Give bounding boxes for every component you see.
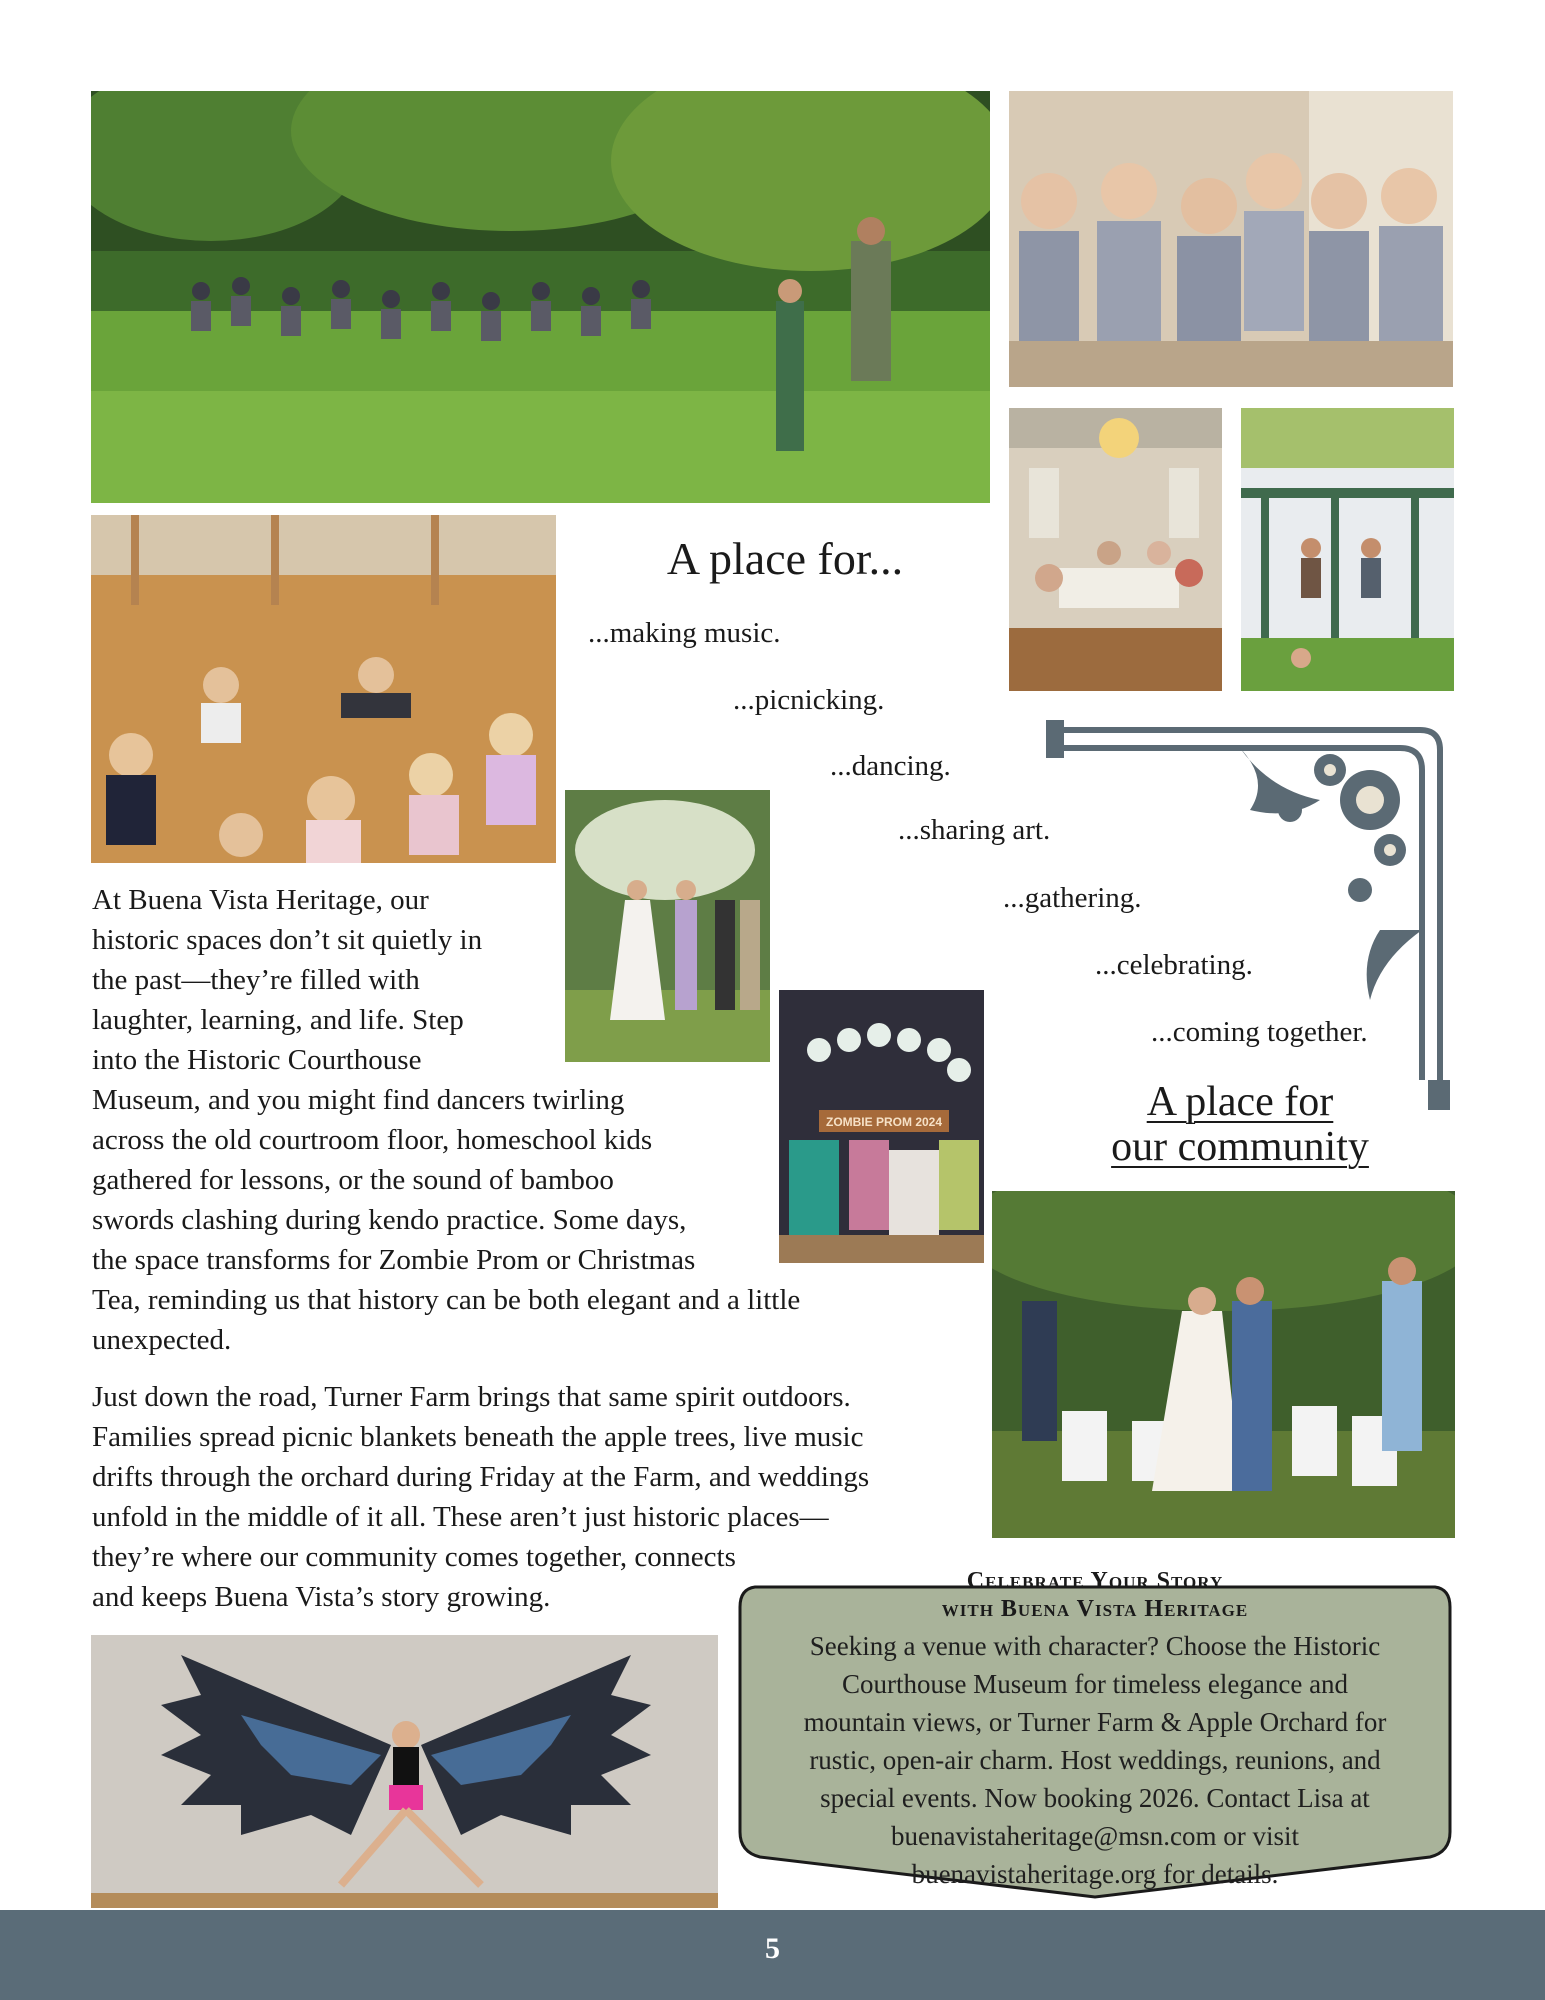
callout-line: rustic, open-air charm. Host weddings, reunions, and bbox=[809, 1745, 1381, 1775]
body-line: swords clashing during kendo practice. Some days, bbox=[92, 1204, 687, 1236]
callout-line: Courthouse Museum for timeless elegance and bbox=[841, 1669, 1349, 1699]
body-line: into the Historic Courthouse bbox=[92, 1044, 422, 1076]
zombie-prom-sign: ZOMBIE PROM 2024 bbox=[825, 1115, 943, 1129]
body-line: gathered for lessons, or the sound of bamboo bbox=[92, 1164, 614, 1196]
callout-heading-line-2: with Buena Vista Heritage bbox=[941, 1596, 1249, 1622]
ornamental-corner bbox=[1040, 700, 1460, 1120]
photo-tea-hall bbox=[1009, 408, 1222, 691]
callout-website[interactable]: buenavistaheritage.org for details. bbox=[911, 1859, 1279, 1889]
tagline-title: A place for... bbox=[666, 533, 904, 584]
phrase-coming-together: ...coming together. bbox=[1151, 1016, 1368, 1048]
phrase-sharing-art: ...sharing art. bbox=[898, 814, 1051, 846]
venue-callout bbox=[735, 1567, 1455, 1900]
callout-heading bbox=[735, 1567, 1455, 1623]
phrase-making-music: ...making music. bbox=[588, 617, 781, 649]
body-line: unexpected. bbox=[92, 1324, 232, 1356]
phrase-dancing: ...dancing. bbox=[830, 750, 951, 782]
body-line: and keeps Buena Vista’s story growing. bbox=[92, 1581, 551, 1613]
body-line: the space transforms for Zombie Prom or Christmas bbox=[92, 1244, 696, 1276]
body-line: Families spread picnic blankets beneath the apple trees, live music bbox=[92, 1421, 864, 1453]
photo-young-dancers bbox=[1009, 91, 1453, 387]
callout-heading-line-1: Celebrate Your Story bbox=[966, 1568, 1224, 1594]
body-line: they’re where our community comes together, connects bbox=[92, 1541, 736, 1573]
body-line: historic spaces don’t sit quietly in bbox=[92, 924, 483, 956]
body-line: the past—they’re filled with bbox=[92, 964, 420, 996]
body-line: unfold in the middle of it all. These aren’t just historic places— bbox=[92, 1501, 829, 1533]
callout-line: Seeking a venue with character? Choose the Historic bbox=[809, 1631, 1381, 1661]
photo-wings-mural bbox=[91, 1635, 718, 1908]
callout-line: special events. Now booking 2026. Contact Lisa at bbox=[820, 1783, 1370, 1813]
community-line-2: our community bbox=[1111, 1124, 1369, 1170]
callout-line: mountain views, or Turner Farm & Apple Orchard for bbox=[803, 1707, 1387, 1737]
body-line: drifts through the orchard during Friday at the Farm, and weddings bbox=[92, 1461, 870, 1493]
body-line: Tea, reminding us that history can be both elegant and a little bbox=[92, 1284, 801, 1316]
phrase-gathering: ...gathering. bbox=[1003, 882, 1142, 914]
community-line-1: A place for bbox=[1146, 1079, 1334, 1125]
phrase-celebrating: ...celebrating. bbox=[1095, 949, 1253, 981]
callout-body bbox=[765, 1627, 1425, 1893]
phrase-picnicking: ...picnicking. bbox=[733, 684, 885, 716]
body-line: laughter, learning, and life. Step bbox=[92, 1004, 464, 1036]
body-line: Museum, and you might find dancers twirling bbox=[92, 1084, 625, 1116]
body-line: across the old courtroom floor, homeschool kids bbox=[92, 1124, 653, 1156]
body-line: At Buena Vista Heritage, our bbox=[92, 884, 429, 916]
photo-outdoor-concert bbox=[91, 91, 990, 503]
body-paragraph-1 bbox=[92, 880, 892, 1360]
community-heading bbox=[1080, 1080, 1400, 1170]
callout-email[interactable]: buenavistaheritage@msn.com or visit bbox=[890, 1821, 1300, 1851]
body-line: Just down the road, Turner Farm brings that same spirit outdoors. bbox=[92, 1381, 851, 1413]
page-footer bbox=[0, 1910, 1545, 2000]
photo-dance-class bbox=[91, 515, 556, 863]
photo-wedding-dance bbox=[992, 1191, 1455, 1538]
page-number: 5 bbox=[765, 1932, 780, 1965]
photo-porch-musicians bbox=[1241, 408, 1454, 691]
